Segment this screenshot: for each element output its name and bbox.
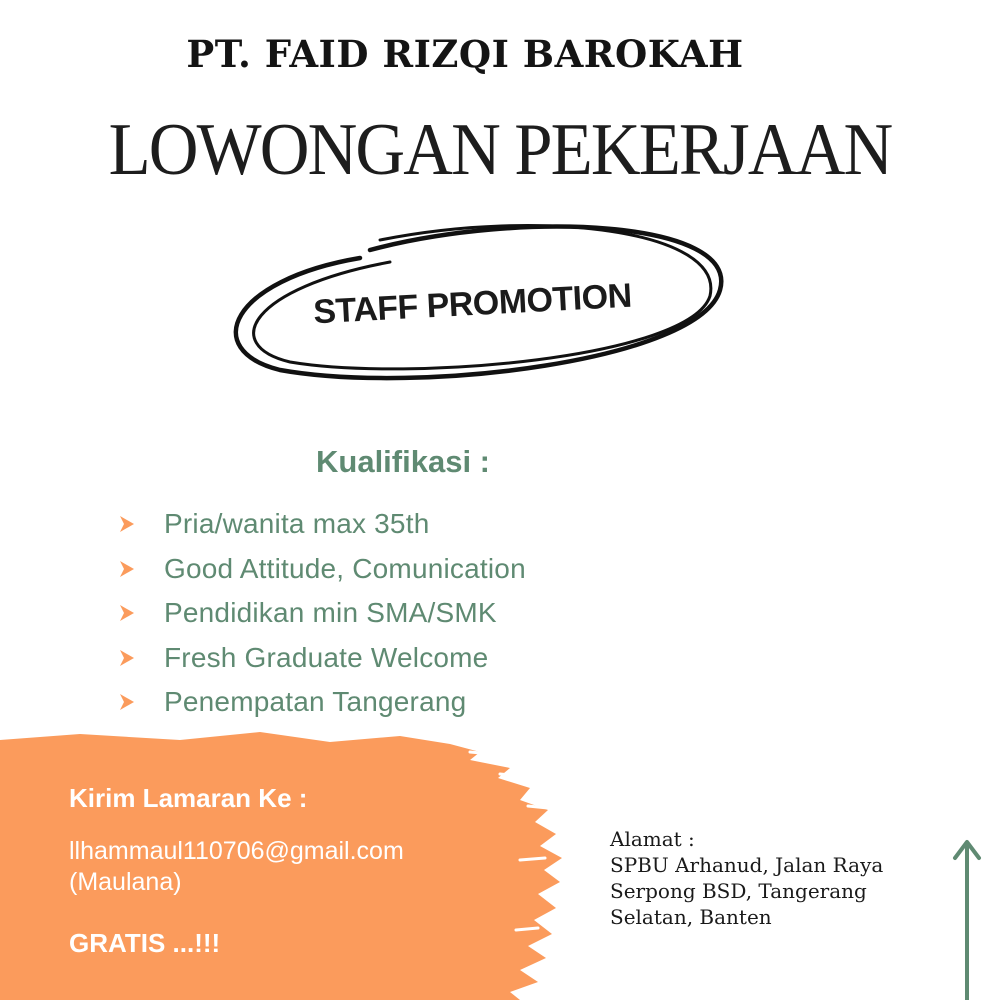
- qualification-text: Pria/wanita max 35th: [164, 508, 430, 540]
- chevron-right-icon: [118, 692, 164, 712]
- chevron-right-icon: [118, 514, 164, 534]
- qualifications-heading: Kualifikasi :: [316, 444, 490, 479]
- qualification-text: Pendidikan min SMA/SMK: [164, 597, 497, 629]
- list-item: [118, 547, 526, 592]
- page-headline: LOWONGAN PEKERJAAN: [108, 109, 892, 191]
- list-item: [118, 591, 526, 636]
- free-note: GRATIS ...!!!: [69, 928, 221, 958]
- send-application-heading: Kirim Lamaran Ke :: [69, 783, 308, 813]
- application-email: llhammaul110706@gmail.com: [69, 837, 404, 865]
- arrow-up-icon: [946, 832, 990, 1000]
- qualification-text: Good Attitude, Comunication: [164, 552, 526, 584]
- qualification-text: Fresh Graduate Welcome: [164, 641, 489, 673]
- position-title: STAFF PROMOTION: [312, 276, 633, 332]
- address-label: Alamat :: [610, 827, 695, 851]
- list-item: [118, 636, 526, 681]
- address-line: Serpong BSD, Tangerang: [610, 879, 867, 903]
- contact-name: (Maulana): [69, 868, 182, 896]
- chevron-right-icon: [118, 648, 164, 668]
- chevron-right-icon: [118, 603, 164, 623]
- address-block: [610, 826, 940, 930]
- address-line: Selatan, Banten: [610, 905, 772, 929]
- qualification-text: Penempatan Tangerang: [164, 686, 467, 718]
- company-name: PT. FAID RIZQI BAROKAH: [186, 32, 744, 76]
- chevron-right-icon: [118, 559, 164, 579]
- address-line: SPBU Arhanud, Jalan Raya: [610, 853, 884, 877]
- list-item: [118, 502, 526, 547]
- qualifications-list: [118, 502, 526, 725]
- list-item: [118, 680, 526, 725]
